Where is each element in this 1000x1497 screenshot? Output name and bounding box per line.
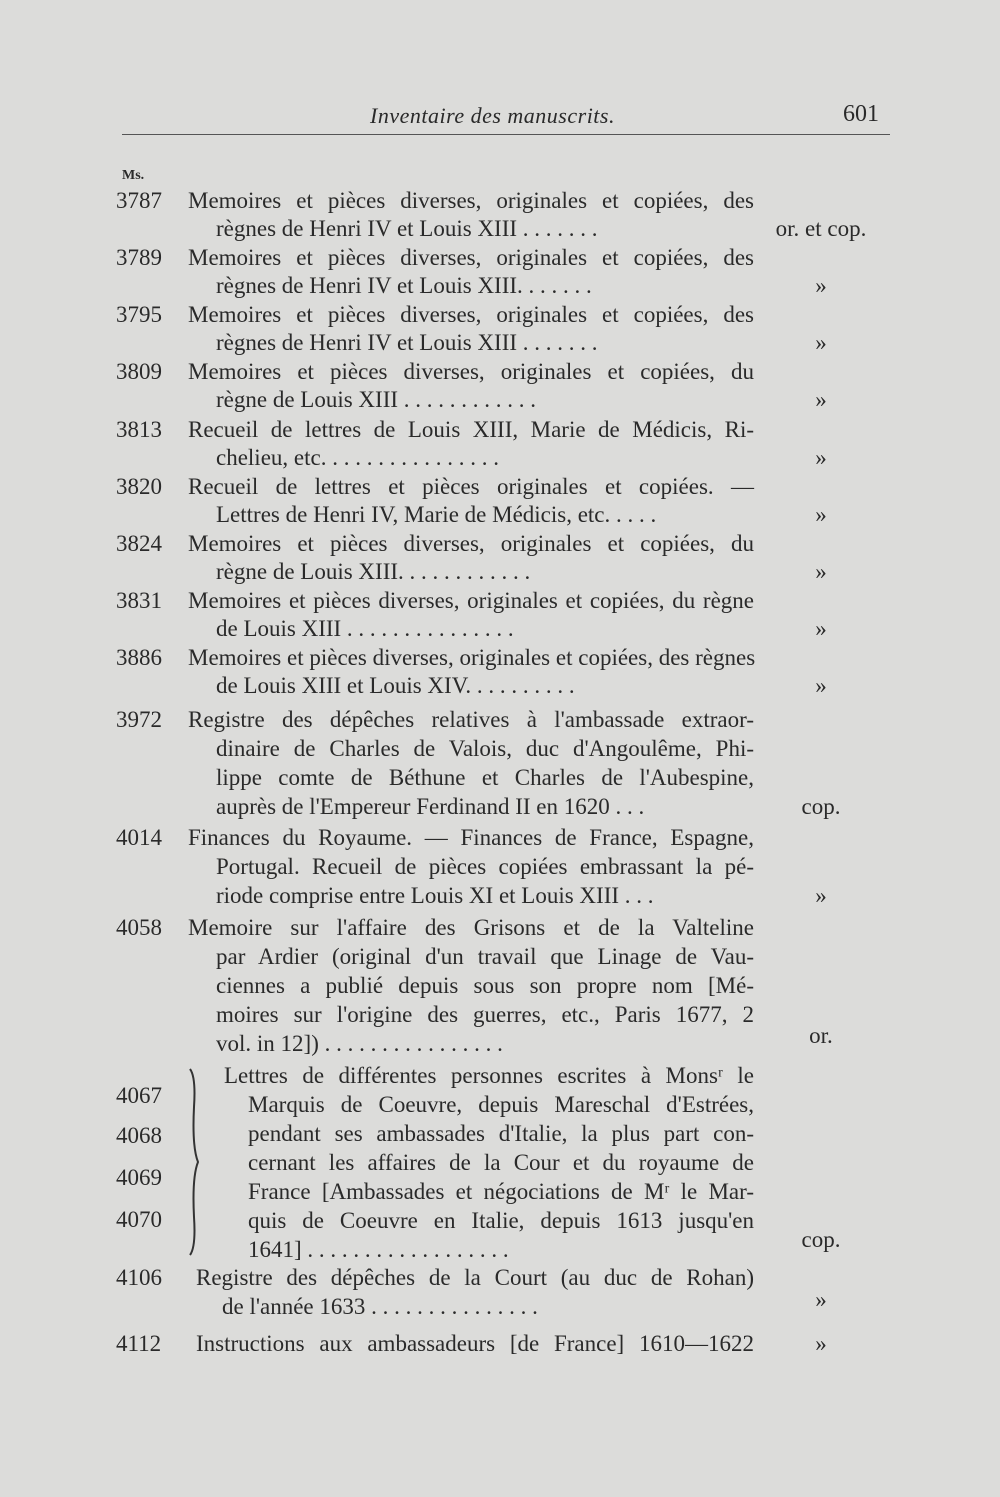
entry-line: Memoires et pièces diverses, originales et copiées, des (188, 188, 754, 213)
entry-line: lippe comte de Béthune et Charles de l'Aubespine, (216, 765, 754, 790)
entry-line: Memoire sur l'affaire des Grisons et de la Valteline (188, 915, 754, 940)
entry-line: chelieu, etc. . . . . . . . . . . . . . . . (216, 445, 499, 470)
entry-number: 3809 (116, 359, 162, 384)
entry-line: Recueil de lettres et pièces originales et copiées. — (188, 474, 754, 499)
entry-number: 3820 (116, 474, 162, 499)
running-head: Inventaire des manuscrits. (370, 103, 615, 128)
entry-line: vol. in 12]) . . . . . . . . . . . . . . . . (216, 1031, 503, 1056)
entry-line: Marquis de Coeuvre, depuis Mareschal d'Estrées, (248, 1092, 754, 1117)
entry-number: 4069 (116, 1165, 162, 1190)
entry-number: 4058 (116, 915, 162, 940)
entry-status: or. et cop. (775, 216, 867, 241)
entry-line: quis de Coeuvre en Italie, depuis 1613 jusqu'en (248, 1208, 754, 1233)
entry-line: Memoires et pièces diverses, originales et copiées, du (188, 359, 754, 384)
grouping-brace (188, 1067, 202, 1257)
entry-line: Memoires et pièces diverses, originales et copiées, des règnes (188, 645, 756, 670)
entry-number: 3886 (116, 645, 162, 670)
entry-status: » (815, 502, 827, 527)
entry-number: 3787 (116, 188, 162, 213)
entry-status: » (815, 273, 827, 298)
entry-line: de Louis XIII et Louis XIV. . . . . . . . . . (216, 673, 575, 698)
entry-line: Memoires et pièces diverses, originales et copiées, des (188, 245, 754, 270)
entry-number: 3795 (116, 302, 162, 327)
entry-number: 4112 (116, 1331, 162, 1356)
ms-column-label: Ms. (122, 168, 145, 183)
entry-line: par Ardier (original d'un travail que Linage de Vau- (216, 944, 754, 969)
entry-number: 3813 (116, 417, 162, 442)
entry-line: moires sur l'origine des guerres, etc., Paris 1677, 2 (216, 1002, 754, 1027)
entry-status: cop. (801, 794, 841, 819)
entry-line: Memoires et pièces diverses, originales et copiées, des (188, 302, 754, 327)
entry-line: Portugal. Recueil de pièces copiées embrassant la pé- (216, 854, 754, 879)
entry-number: 4068 (116, 1123, 162, 1148)
entry-number: 4014 (116, 825, 162, 850)
page-number: 601 (843, 101, 879, 127)
entry-line: Instructions aux ambassadeurs [de France] 1610—1622 (196, 1331, 754, 1356)
entry-status: » (815, 330, 827, 355)
entry-number: 4106 (116, 1265, 162, 1290)
entry-status: cop. (801, 1227, 841, 1252)
entry-status: » (815, 559, 827, 584)
entry-line: de Louis XIII . . . . . . . . . . . . . . . (216, 616, 514, 641)
entry-line: Memoires et pièces diverses, originales et copiées, du (188, 531, 754, 556)
entry-status: » (815, 616, 827, 641)
entry-line: règnes de Henri IV et Louis XIII. . . . . . . (216, 273, 592, 298)
entry-line: Registre des dépêches relatives à l'ambassade extraor- (188, 707, 754, 732)
entry-line: Lettres de Henri IV, Marie de Médicis, etc. . . . . (216, 502, 657, 527)
entry-status: or. (809, 1023, 833, 1048)
entry-line: cernant les affaires de la Cour et du royaume de (248, 1150, 754, 1175)
entry-line: pendant ses ambassades d'Italie, la plus part con- (248, 1121, 754, 1146)
entry-status: » (815, 387, 827, 412)
entry-number: 3824 (116, 531, 162, 556)
entry-line: règnes de Henri IV et Louis XIII . . . . . . . (216, 330, 598, 355)
entry-line: règnes de Henri IV et Louis XIII . . . . . . . (216, 216, 598, 241)
entry-line: Memoires et pièces diverses, originales et copiées, du règne (188, 588, 754, 613)
header-rule (122, 134, 890, 135)
entry-status: » (815, 1287, 827, 1312)
entry-line: Registre des dépêches de la Court (au duc de Rohan) (196, 1265, 754, 1290)
entry-number: 3831 (116, 588, 162, 613)
entry-status: » (815, 445, 827, 470)
entry-number: 3972 (116, 707, 162, 732)
entry-line: règne de Louis XIII. . . . . . . . . . . . (216, 559, 531, 584)
entry-line: ciennes a publié depuis sous son propre nom [Mé- (216, 973, 754, 998)
entry-status: » (815, 1331, 827, 1356)
entry-line: de l'année 1633 . . . . . . . . . . . . . . . (222, 1294, 538, 1319)
entry-line: dinaire de Charles de Valois, duc d'Angoulême, Phi- (216, 736, 754, 761)
entry-line: France [Ambassades et négociations de Mʳ le Mar- (248, 1179, 754, 1204)
entry-number: 4067 (116, 1083, 162, 1108)
entry-number: 4070 (116, 1207, 162, 1232)
entry-line: riode comprise entre Louis XI et Louis XIII . . . (216, 883, 654, 908)
entry-line: Recueil de lettres de Louis XIII, Marie de Médicis, Ri- (188, 417, 754, 442)
entry-line: auprès de l'Empereur Ferdinand II en 1620 . . . (216, 794, 645, 819)
entry-status: » (815, 673, 827, 698)
entry-number: 3789 (116, 245, 162, 270)
entry-line: Lettres de différentes personnes escrites à Monsʳ le (224, 1063, 754, 1088)
entry-line: 1641] . . . . . . . . . . . . . . . . . . (248, 1237, 509, 1262)
entry-status: » (815, 883, 827, 908)
entry-line: règne de Louis XIII . . . . . . . . . . . . (216, 387, 537, 412)
entry-line: Finances du Royaume. — Finances de France, Espagne, (188, 825, 754, 850)
